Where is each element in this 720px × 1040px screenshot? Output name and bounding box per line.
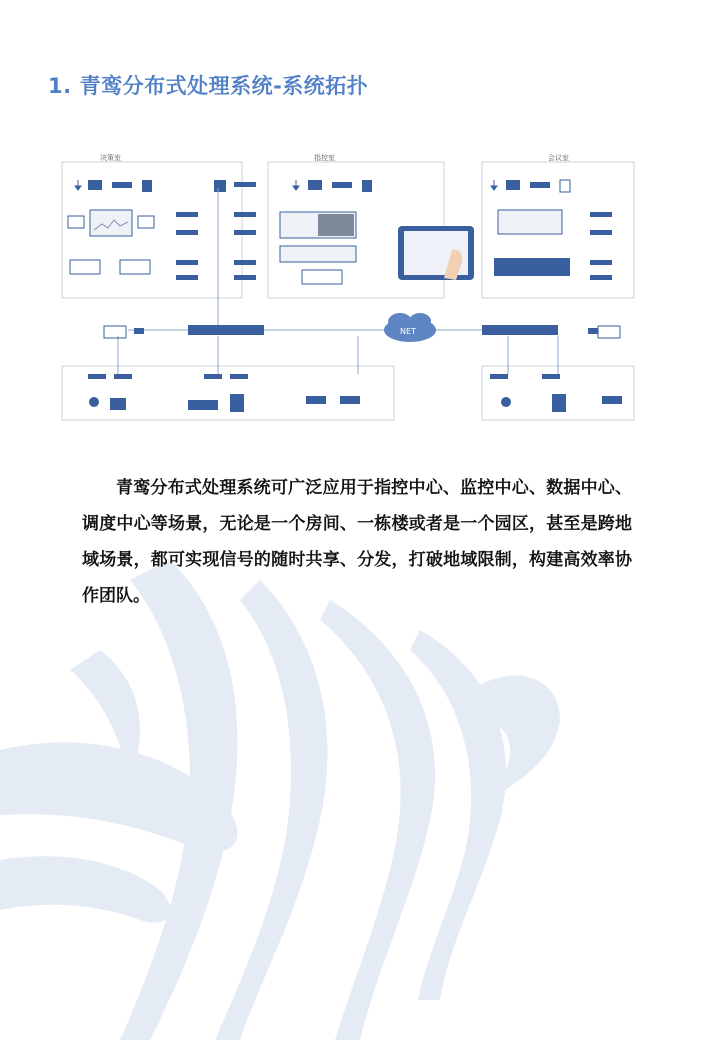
codec-icon: [530, 182, 550, 188]
video-wall-icon: [280, 246, 356, 262]
net-cloud-icon: [384, 313, 436, 342]
video-wall-icon: [498, 210, 562, 234]
node-device-icon: [88, 374, 106, 379]
camera-icon: [88, 180, 102, 190]
node-device-icon: [590, 260, 612, 265]
monitor-icon: [138, 216, 154, 228]
node-device-icon: [590, 275, 612, 280]
room-label-command: 指控室: [314, 154, 335, 162]
laptop-icon: [104, 326, 126, 338]
conference-table-icon: [494, 258, 570, 276]
section-number: 1.: [48, 74, 72, 98]
node-device-icon: [176, 212, 198, 217]
codec-icon: [332, 182, 352, 188]
edge-devices: [88, 374, 622, 412]
cloud-label: NET: [400, 327, 416, 336]
node-device-icon: [590, 230, 612, 235]
room-label-decision: 决策室: [100, 154, 121, 162]
decision-room-devices: [68, 180, 226, 280]
section-heading: [48, 70, 368, 100]
node-device-icon: [176, 275, 198, 280]
node-device-icon: [234, 182, 256, 187]
node-device-icon: [176, 260, 198, 265]
dome-camera-icon: [340, 396, 360, 404]
laptop-icon: [598, 326, 620, 338]
router-icon: [134, 328, 144, 334]
pc-icon: [110, 398, 126, 410]
server-icon: [188, 400, 218, 410]
panel-icon: [362, 180, 372, 192]
node-device-icon: [234, 260, 256, 265]
tablet-icon: [398, 226, 474, 280]
node-device-icon: [114, 374, 132, 379]
monitor-pair-icon: [70, 260, 100, 274]
node-device-icon: [204, 374, 222, 379]
panel-icon: [214, 180, 226, 192]
projector-icon: [491, 180, 497, 190]
body-paragraph: 青鸾分布式处理系统可广泛应用于指控中心、监控中心、数据中心、调度中心等场景，无论是一个房间、一栋楼或者是一个园区，甚至是跨地域场景，都可实现信号的随时共享、分发，打破地域限制，构建高效率协作团队。: [82, 478, 632, 606]
projector-icon: [75, 180, 81, 190]
node-device-icon: [590, 212, 612, 217]
node-device-icon: [234, 212, 256, 217]
node-device-icon: [490, 374, 508, 379]
node-device-icon: [230, 374, 248, 379]
camera-icon: [308, 180, 322, 190]
topology-diagram: [58, 150, 638, 422]
meeting-room-devices: [491, 180, 612, 280]
node-device-icon: [234, 230, 256, 235]
monitor-pair-icon: [120, 260, 150, 274]
server-tower-icon: [230, 394, 244, 412]
node-device-icon: [176, 230, 198, 235]
dome-camera-icon: [602, 396, 622, 404]
phoenix-watermark: [0, 560, 720, 1040]
node-device-icon: [234, 275, 256, 280]
router-icon: [588, 328, 598, 334]
section-title: 青鸾分布式处理系统-系统拓扑: [79, 74, 369, 98]
panel-icon: [142, 180, 152, 192]
server-tower-icon: [552, 394, 566, 412]
projector-icon: [293, 180, 299, 190]
command-room-devices: [234, 180, 372, 284]
zone-frame-left: [62, 366, 394, 420]
codec-icon: [112, 182, 132, 188]
room-label-meeting: 会议室: [548, 154, 569, 162]
main-switch-icon: [188, 325, 264, 335]
panel-icon: [560, 180, 570, 192]
camera-icon: [506, 180, 520, 190]
monitor-pair-icon: [302, 270, 342, 284]
user-icon: [89, 397, 99, 407]
main-switch-icon: [482, 325, 558, 335]
user-icon: [501, 397, 511, 407]
node-device-icon: [542, 374, 560, 379]
camera-icon: [306, 396, 326, 404]
monitor-icon: [68, 216, 84, 228]
